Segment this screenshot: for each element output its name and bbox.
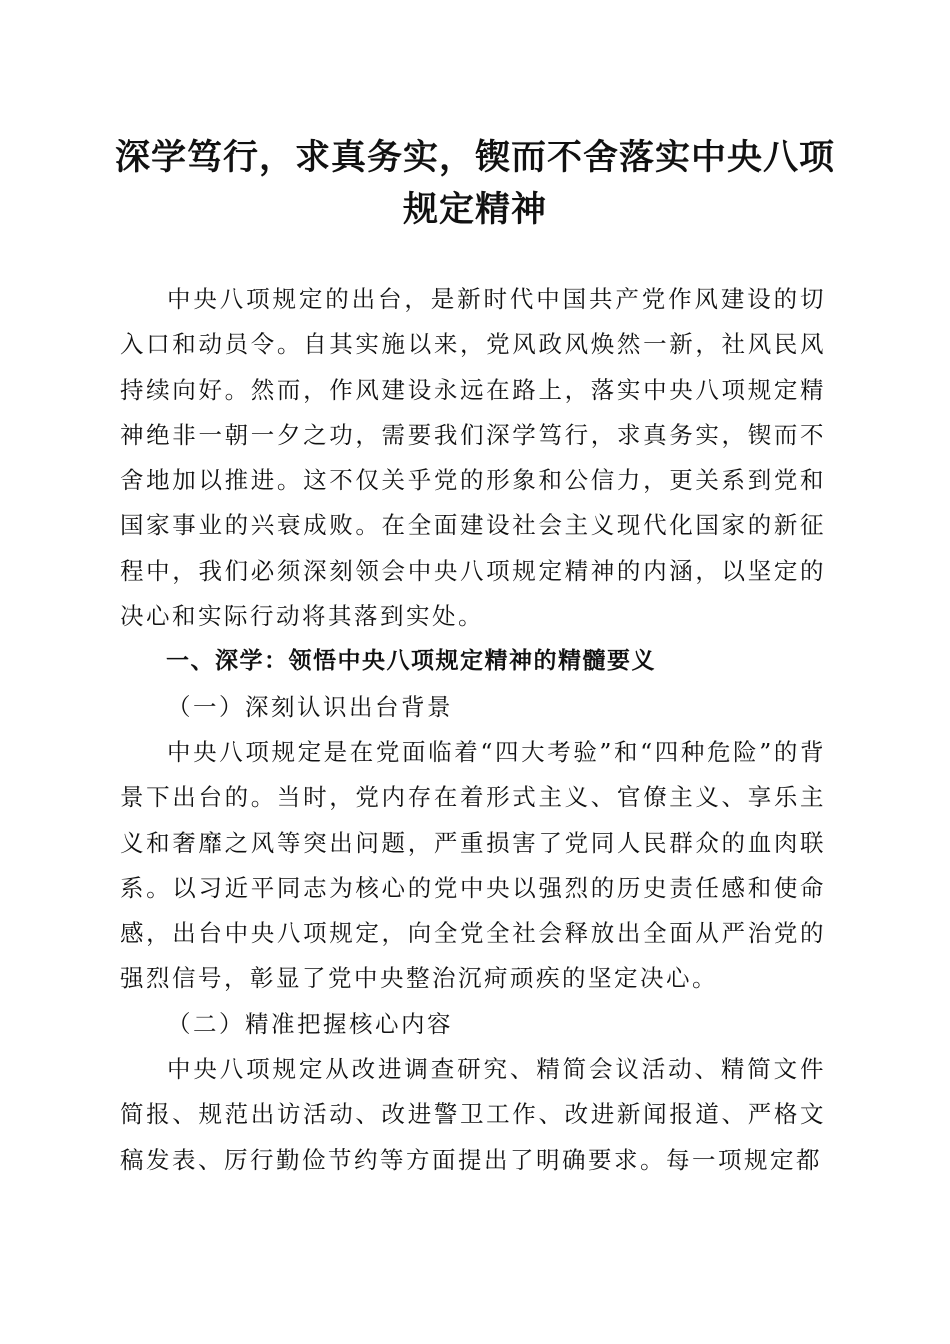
subsection-2-paragraph: 中央八项规定从改进调查研究、精简会议活动、精简文件简报、规范出访活动、改进警卫工作、改进新闻报道、严格文稿发表、厉行勤俭节约等方面提出了明确要求。每一项规定都 xyxy=(120,1055,826,1174)
subsection-2-heading: （二）精准把握核心内容 xyxy=(167,1009,453,1038)
subsection-1-paragraph: 中央八项规定是在党面临着“四大考验”和“四种危险”的背景下出台的。当时，党内存在着形式主义、官僚主义、享乐主义和奢靡之风等突出问题，严重损害了党同人民群众的血肉联系。以习近平同志为核心的党中央以强烈的历史责任感和使命感，出台中央八项规定，向全党全社会释放出全面从严治党的强烈信号，彰显了党中央整治沉疴顽疾的坚定决心。 xyxy=(120,737,826,993)
document-title: 深学笃行，求真务实，锲而不舍落实中央八项规定精神 xyxy=(114,137,835,230)
document-body xyxy=(120,277,826,1183)
section-1-heading: 一、深学：领悟中央八项规定精神的精髓要义 xyxy=(166,648,656,675)
intro-paragraph: 中央八项规定的出台，是新时代中国共产党作风建设的切入口和动员令。自其实施以来，党风政风焕然一新，社风民风持续向好。然而，作风建设永远在路上，落实中央八项规定精神绝非一朝一夕之功，需要我们深学笃行，求真务实，锲而不舍地加以推进。这不仅关乎党的形象和公信力，更关系到党和国家事业的兴衰成败。在全面建设社会主义现代化国家的新征程中，我们必须深刻领会中央八项规定精神的内涵，以坚定的决心和实际行动将其落到实处。 xyxy=(120,285,826,631)
subsection-1-heading: （一）深刻认识出台背景 xyxy=(167,692,453,721)
